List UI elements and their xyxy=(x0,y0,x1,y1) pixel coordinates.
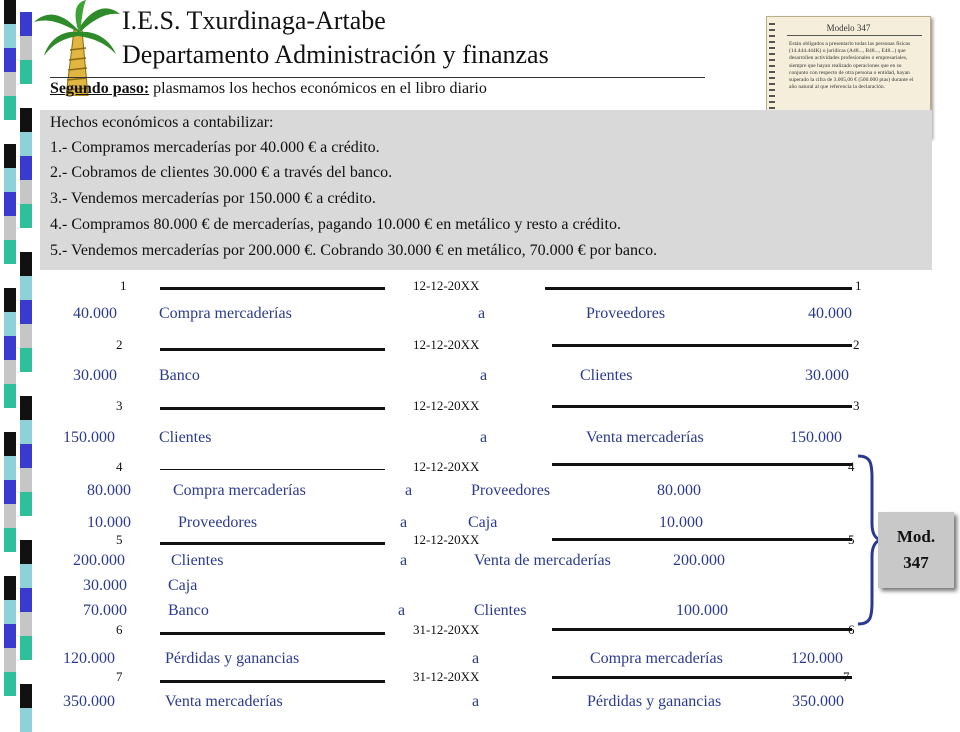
entry-a: a xyxy=(472,693,480,710)
stripe-square xyxy=(20,300,32,324)
stripe-square xyxy=(20,684,32,708)
entry-number: 3 xyxy=(116,398,123,413)
credit-account: Clientes xyxy=(474,602,527,619)
stripe-square xyxy=(4,432,16,456)
stripe-square xyxy=(4,480,16,504)
debit-account: Venta mercaderías xyxy=(165,693,283,710)
entry-a: a xyxy=(400,514,408,531)
entry-number: 5 xyxy=(848,532,855,547)
debit-amount: 200.000 xyxy=(73,552,125,569)
model-image-title: Modelo 347 xyxy=(826,23,871,33)
stripe-square xyxy=(4,552,16,576)
stripe-square xyxy=(4,48,16,72)
stripe-square xyxy=(4,456,16,480)
debit-amount: 30.000 xyxy=(83,577,127,594)
stripe-square xyxy=(4,216,16,240)
entry-a: a xyxy=(405,482,413,499)
stripe-square xyxy=(20,372,32,396)
step-heading xyxy=(50,80,487,98)
stripe-square xyxy=(20,108,32,132)
entry-number: 5 xyxy=(116,532,123,547)
stripe-square xyxy=(4,672,16,696)
credit-account: Proveedores xyxy=(471,482,551,499)
credit-amount: 350.000 xyxy=(792,693,844,710)
fact-item: 5.- Vendemos mercaderías por 200.000 €. Cobrando 30.000 € en metálico, 70.000 € por banco. xyxy=(50,242,658,259)
credit-amount: 10.000 xyxy=(659,514,703,531)
stripe-square xyxy=(4,384,16,408)
stripe-square xyxy=(20,276,32,300)
stripe-square xyxy=(4,0,16,24)
step-label: Segundo paso: xyxy=(50,80,150,97)
mod-347-line1: Mod. xyxy=(896,527,936,546)
debit-account: Caja xyxy=(168,577,198,594)
credit-account: Venta mercaderías xyxy=(586,429,704,446)
entry-separator xyxy=(552,628,852,631)
credit-account: Venta de mercaderías xyxy=(474,552,611,569)
entry-separator xyxy=(552,538,852,541)
entry-separator xyxy=(545,287,852,290)
debit-amount: 80.000 xyxy=(87,482,131,499)
stripe-square xyxy=(4,360,16,384)
entry-date: 12-12-20XX xyxy=(413,337,480,352)
entry-separator xyxy=(552,676,852,679)
debit-account: Clientes xyxy=(159,429,212,446)
stripe-square xyxy=(20,660,32,684)
stripe-square xyxy=(20,228,32,252)
stripe-square xyxy=(20,132,32,156)
stripe-square xyxy=(4,72,16,96)
stripe-square xyxy=(4,24,16,48)
credit-amount: 120.000 xyxy=(791,650,843,667)
stripe-square xyxy=(20,204,32,228)
entry-date: 12-12-20XX xyxy=(413,532,480,547)
entry-date: 31-12-20XX xyxy=(413,622,480,637)
facts-box xyxy=(40,110,932,270)
entry-separator xyxy=(552,344,852,347)
debit-account: Banco xyxy=(168,602,209,619)
debit-account: Compra mercaderías xyxy=(173,482,306,499)
stripe-square xyxy=(4,408,16,432)
stripe-square xyxy=(20,156,32,180)
entry-number: 7 xyxy=(843,669,850,684)
stripe-square xyxy=(4,192,16,216)
stripe-square xyxy=(20,708,32,732)
debit-amount: 40.000 xyxy=(73,305,117,322)
stripe-square xyxy=(20,540,32,564)
stripe-square xyxy=(4,120,16,144)
credit-account: Pérdidas y ganancias xyxy=(587,693,722,710)
model-image-text: Están obligados a presentarlo todas las personas físicas (14.444.444K) o jurídicas (A48..., B48..., E48...) que desarrollen actividades profesionales o empresariales, siempre que hayan realizado operaciones que en su conjunto con respecto de otra persona o entidad, hayan superado la cifra de 3.005,06 € (500.000 ptas) durante el año natural al que referencia la declaración. xyxy=(789,41,914,91)
mod-347-note xyxy=(878,512,954,588)
stripe-square xyxy=(20,348,32,372)
school-title: I.E.S. Txurdinaga-Artabe xyxy=(122,6,386,35)
entry-date: 31-12-20XX xyxy=(413,669,480,684)
entry-date: 12-12-20XX xyxy=(413,398,480,413)
entry-number: 1 xyxy=(120,278,127,293)
stripe-square xyxy=(20,612,32,636)
credit-amount: 100.000 xyxy=(676,602,728,619)
debit-amount: 10.000 xyxy=(87,514,131,531)
stripe-square xyxy=(4,648,16,672)
stripe-square xyxy=(4,504,16,528)
fact-item: 4.- Compramos 80.000 € de mercaderías, pagando 10.000 € en metálico y resto a crédito. xyxy=(50,216,621,233)
credit-amount: 40.000 xyxy=(808,305,852,322)
stripe-square xyxy=(4,264,16,288)
debit-account: Compra mercaderías xyxy=(159,305,292,322)
stripe-square xyxy=(20,324,32,348)
stripe-square xyxy=(20,564,32,588)
entry-a: a xyxy=(400,552,408,569)
stripe-square xyxy=(4,96,16,120)
entry-number: 4 xyxy=(116,459,123,474)
entry-separator xyxy=(160,407,385,410)
entry-number: 6 xyxy=(116,622,123,637)
entry-number: 3 xyxy=(853,398,860,413)
fact-item: 3.- Vendemos mercaderías por 150.000 € a crédito. xyxy=(50,190,376,207)
entry-separator xyxy=(160,680,385,683)
debit-account: Pérdidas y ganancias xyxy=(165,650,300,667)
stripe-square xyxy=(4,696,16,720)
debit-amount: 150.000 xyxy=(63,429,115,446)
entry-separator xyxy=(552,405,852,408)
entry-separator xyxy=(160,632,385,635)
entry-a: a xyxy=(480,429,488,446)
credit-amount: 200.000 xyxy=(673,552,725,569)
debit-account: Proveedores xyxy=(178,514,258,531)
stripe-square xyxy=(4,600,16,624)
department-title: Departamento Administración y finanzas xyxy=(122,40,549,69)
debit-account: Clientes xyxy=(171,552,224,569)
stripe-square xyxy=(20,444,32,468)
credit-amount: 80.000 xyxy=(657,482,701,499)
credit-account: Compra mercaderías xyxy=(590,650,723,667)
entry-number: 2 xyxy=(853,337,860,352)
entry-separator xyxy=(160,287,385,290)
stripe-square xyxy=(20,516,32,540)
entry-a: a xyxy=(398,602,406,619)
credit-amount: 30.000 xyxy=(805,367,849,384)
credit-account: Proveedores xyxy=(586,305,666,322)
fact-item: 2.- Cobramos de clientes 30.000 € a través del banco. xyxy=(50,164,393,181)
entry-separator xyxy=(160,469,385,470)
entry-a: a xyxy=(478,305,486,322)
entry-date: 12-12-20XX xyxy=(413,278,480,293)
stripe-square xyxy=(4,288,16,312)
stripe-square xyxy=(20,588,32,612)
header-divider xyxy=(50,77,705,78)
debit-amount: 120.000 xyxy=(63,650,115,667)
debit-amount: 30.000 xyxy=(73,367,117,384)
debit-amount: 350.000 xyxy=(63,693,115,710)
stripe-square xyxy=(20,396,32,420)
fact-item: 1.- Compramos mercaderías por 40.000 € a crédito. xyxy=(50,139,380,156)
entry-separator xyxy=(160,542,385,545)
decorative-stripe xyxy=(0,0,40,720)
stripe-square xyxy=(4,312,16,336)
stripe-square xyxy=(4,144,16,168)
debit-account: Banco xyxy=(159,367,200,384)
stripe-square xyxy=(4,168,16,192)
entry-number: 4 xyxy=(848,459,855,474)
entry-number: 2 xyxy=(116,337,123,352)
stripe-square xyxy=(4,528,16,552)
entry-number: 7 xyxy=(116,669,123,684)
stripe-square xyxy=(20,468,32,492)
stripe-square xyxy=(20,180,32,204)
entry-a: a xyxy=(472,650,480,667)
credit-account: Caja xyxy=(468,514,498,531)
stripe-square xyxy=(20,492,32,516)
stripe-square xyxy=(20,636,32,660)
entry-a: a xyxy=(480,367,488,384)
stripe-square xyxy=(4,336,16,360)
entry-separator xyxy=(160,348,385,351)
credit-account: Clientes xyxy=(580,367,633,384)
entry-number: 1 xyxy=(855,278,862,293)
stripe-square xyxy=(4,624,16,648)
stripe-square xyxy=(20,420,32,444)
entry-number: 6 xyxy=(848,622,855,637)
stripe-square xyxy=(20,252,32,276)
model-image-rule xyxy=(787,35,922,36)
credit-amount: 150.000 xyxy=(790,429,842,446)
stripe-square xyxy=(4,576,16,600)
debit-amount: 70.000 xyxy=(83,602,127,619)
entry-separator xyxy=(552,463,852,466)
mod-347-line2: 347 xyxy=(903,553,929,572)
entry-date: 12-12-20XX xyxy=(413,459,480,474)
facts-heading: Hechos económicos a contabilizar: xyxy=(50,114,274,131)
step-text: plasmamos los hechos económicos en el libro diario xyxy=(149,80,487,97)
stripe-square xyxy=(4,240,16,264)
